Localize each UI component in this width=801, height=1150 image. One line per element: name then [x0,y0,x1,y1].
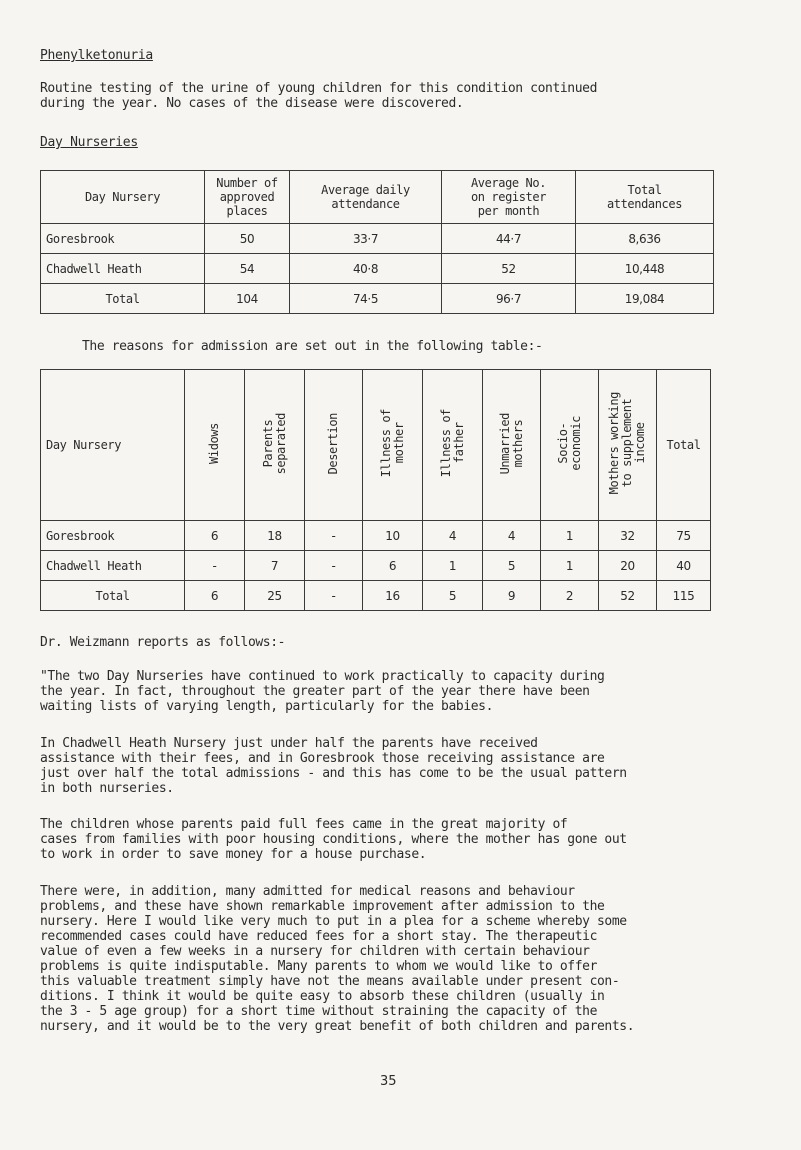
text-line: in both nurseries. [40,781,174,796]
table-cell: 104 [205,284,290,314]
column-header: Average daily attendance [290,171,442,224]
text-line: assistance with their fees, and in Goresbrook those receiving assistance are [40,751,605,766]
report-paragraph [40,817,627,862]
page-number: 35 [380,1074,397,1089]
text-line: the 3 - 5 age group) for a short time without straining the capacity of the [40,1004,597,1019]
table-total-row [41,581,711,611]
table-cell: 6 [185,581,245,611]
reasons-intro: The reasons for admission are set out in the following table:- [82,339,543,354]
text-line: cases from families with poor housing conditions, where the mother has gone out [40,832,627,847]
report-paragraph [40,669,604,714]
table-row [41,551,711,581]
column-header: Illness of mother [363,370,423,521]
table-cell: - [305,521,363,551]
section-heading: Phenylketonuria [40,48,153,63]
table-cell: 4 [483,521,541,551]
table-cell: - [305,581,363,611]
table-cell: 8,636 [576,224,714,254]
column-header: Widows [185,370,245,521]
table-cell: 5 [483,551,541,581]
table-cell: 6 [363,551,423,581]
table-cell: 1 [541,551,599,581]
column-header: Desertion [305,370,363,521]
table-cell: - [185,551,245,581]
text-line: value of even a few weeks in a nursery for children with certain behaviour [40,944,590,959]
nursery-attendance-table [40,170,714,314]
table-cell: 20 [599,551,657,581]
table-cell: 1 [541,521,599,551]
text-line: to work in order to save money for a house purchase. [40,847,427,862]
text-line: There were, in addition, many admitted for medical reasons and behaviour [40,884,575,899]
table-cell: 19,084 [576,284,714,314]
column-header: Day Nursery [41,370,185,521]
text-line: nursery, and it would be to the very great benefit of both children and parents. [40,1019,635,1034]
table-cell: 18 [245,521,305,551]
row-label: Total [41,284,205,314]
row-label: Chadwell Heath [41,254,205,284]
table-cell: 74·5 [290,284,442,314]
table-cell: 52 [599,581,657,611]
text-line: nursery. Here I would like very much to put in a plea for a scheme whereby some [40,914,627,929]
table-cell: 50 [205,224,290,254]
table-total-row [41,284,714,314]
table-cell: 10,448 [576,254,714,284]
report-paragraph [40,736,627,796]
table-cell: 33·7 [290,224,442,254]
text-line: problems is quite indisputable. Many parents to whom we would like to offer [40,959,597,974]
column-header: Illness of father [423,370,483,521]
table-row [41,224,714,254]
admission-reasons-table [40,369,711,611]
column-header: Unmarried mothers [483,370,541,521]
table-cell: 6 [185,521,245,551]
column-header: Total attendances [576,171,714,224]
table-header-row [41,171,714,224]
text-line: recommended cases could have reduced fees for a short stay. The therapeutic [40,929,597,944]
text-line: waiting lists of varying length, particularly for the babies. [40,699,494,714]
row-label: Total [41,581,185,611]
table-cell: 54 [205,254,290,284]
intro-paragraph [40,81,597,111]
text-line: Routine testing of the urine of young children for this condition continued [40,81,597,96]
column-header: Socio- economic [541,370,599,521]
table-cell: 16 [363,581,423,611]
table-cell: 52 [442,254,576,284]
table-cell: 115 [657,581,711,611]
row-label: Chadwell Heath [41,551,185,581]
text-line: problems, and these have shown remarkable improvement after admission to the [40,899,605,914]
table-cell: 44·7 [442,224,576,254]
text-line: The children whose parents paid full fees came in the great majority of [40,817,568,832]
table-cell: - [305,551,363,581]
table-cell: 7 [245,551,305,581]
table-cell: 40 [657,551,711,581]
row-label: Goresbrook [41,521,185,551]
table-cell: 10 [363,521,423,551]
text-line: "The two Day Nurseries have continued to work practically to capacity during [40,669,605,684]
table-cell: 32 [599,521,657,551]
table-row [41,521,711,551]
row-label: Goresbrook [41,224,205,254]
column-header: Mothers working to supplement income [599,370,657,521]
table-cell: 96·7 [442,284,576,314]
column-header: Day Nursery [41,171,205,224]
report-paragraph [40,884,634,1034]
text-line: during the year. No cases of the disease were discovered. [40,96,464,111]
subsection-heading: Day Nurseries [40,135,138,150]
text-line: this valuable treatment simply have not the means available under present con- [40,974,620,989]
table-cell: 4 [423,521,483,551]
table-header-row [41,370,711,521]
text-line: ditions. I think it would be quite easy to absorb these children (usually in [40,989,605,1004]
column-header: Total [657,370,711,521]
table-cell: 75 [657,521,711,551]
table-cell: 2 [541,581,599,611]
column-header: Parents separated [245,370,305,521]
column-header: Average No. on register per month [442,171,576,224]
table-cell: 5 [423,581,483,611]
report-intro: Dr. Weizmann reports as follows:- [40,635,286,650]
table-row [41,254,714,284]
column-header: Number of approved places [205,171,290,224]
table-cell: 40·8 [290,254,442,284]
text-line: just over half the total admissions - and this has come to be the usual pattern [40,766,627,781]
text-line: In Chadwell Heath Nursery just under half the parents have received [40,736,538,751]
table-cell: 1 [423,551,483,581]
table-cell: 25 [245,581,305,611]
text-line: the year. In fact, throughout the greater part of the year there have been [40,684,590,699]
table-cell: 9 [483,581,541,611]
